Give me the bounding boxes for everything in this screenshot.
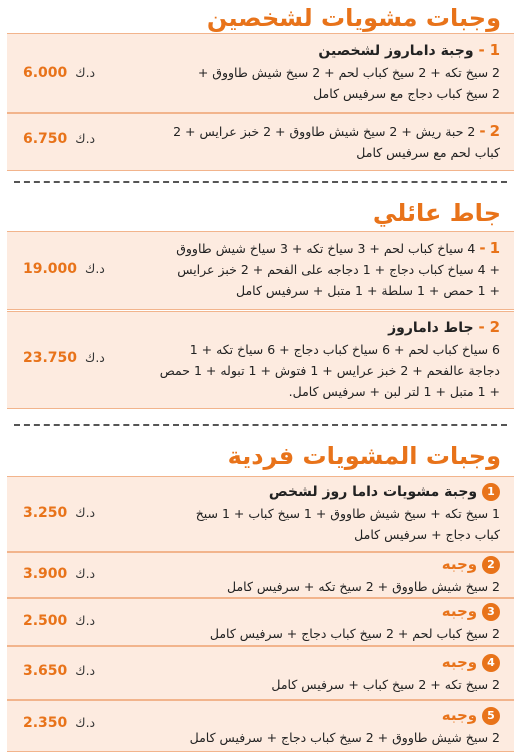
item-price: د.ك 3.900: [23, 566, 96, 582]
item-description-line: 2 سيخ كباب دجاج مع سرفيس كامل: [313, 86, 500, 101]
item-name: وجبه: [441, 706, 478, 724]
menu-item: [7, 231, 514, 310]
menu-item: [7, 700, 514, 752]
item-description-line: 2 سيخ تكه + 2 سيخ كباب لحم + 2 سيخ شيش طاووق +: [197, 65, 500, 80]
item-price: د.ك 2.500: [23, 613, 96, 629]
item-description-line: 2 - 2 حبة ريش + 2 سيخ شيش طاووق + 2 خبز عرايس + 2: [173, 122, 500, 140]
item-description-line: 1 سيخ تكه + سيخ شيش طاووق + 1 سيخ كباب + 1 سيخ: [195, 506, 500, 521]
item-description-line: 2 سيخ شيش طاووق + 2 سيخ تكه + سرفيس كامل: [227, 579, 500, 594]
item-number-badge: 5: [482, 707, 500, 725]
menu-item: [7, 33, 514, 113]
menu-item: [7, 113, 514, 171]
item-number: 1: [489, 41, 500, 59]
section-title-individual: وجبات المشويات فردية: [227, 442, 501, 470]
item-name: جاط داماروز: [388, 320, 474, 336]
item-name: وجبه: [441, 555, 478, 573]
item-name: وجبة مشويات داما روز لشخص: [268, 484, 478, 500]
menu-item: [7, 476, 514, 552]
menu-item: [7, 311, 514, 409]
item-description-line: 2 سيخ كباب لحم + 2 سيخ كباب دجاج + سرفيس كامل: [209, 626, 500, 641]
item-heading: [117, 705, 500, 727]
item-heading: 1 - وجبة داماروز لشخصين: [318, 41, 500, 59]
item-name: وجبه: [441, 653, 478, 671]
item-number-badge: 4: [482, 654, 500, 672]
item-price: د.ك 23.750: [23, 350, 105, 366]
item-description-line: دجاجة عالفحم + 2 خبز عرايس + 1 فتوش + 1 تبوله + 1 حمص: [159, 363, 500, 378]
item-number: 1: [489, 239, 500, 257]
item-description-line: 2 سيخ تكه + 2 سيخ كباب + سرفيس كامل: [271, 677, 500, 692]
item-number-badge: 1: [482, 483, 500, 501]
item-heading: [117, 601, 500, 623]
section-divider: [14, 181, 507, 183]
item-description-line: + 4 سياخ كباب دجاج + 1 دجاجه على الفحم + 2 خبز عرايس: [177, 262, 500, 277]
section-title-family-platter: جاط عائلي: [372, 199, 501, 227]
item-description-line: كباب لحم مع سرفيس كامل: [356, 145, 500, 160]
menu-item: [7, 646, 514, 700]
item-price: د.ك 6.750: [23, 131, 96, 147]
item-price: د.ك 6.000: [23, 65, 96, 81]
section-title-two-person: وجبات مشويات لشخصين: [206, 4, 501, 32]
menu-item: [7, 552, 514, 598]
item-name: وجبة داماروز لشخصين: [318, 43, 474, 59]
item-heading: [117, 554, 500, 576]
item-number: 2: [489, 122, 500, 140]
item-description-line: 2 سيخ شيش طاووق + 2 سيخ كباب دجاج + سرفيس كامل: [189, 730, 500, 745]
item-price: د.ك 2.350: [23, 715, 96, 731]
section-divider: [14, 424, 507, 426]
item-heading: [117, 652, 500, 674]
item-description-line: كباب دجاج + سرفيس كامل: [354, 527, 500, 542]
item-heading: [117, 482, 500, 503]
item-description-line: + 1 حمص + 1 سلطة + 1 متبل + سرفيس كامل: [235, 283, 500, 298]
item-price: د.ك 3.250: [23, 505, 96, 521]
menu-item: [7, 598, 514, 646]
item-price: د.ك 3.650: [23, 663, 96, 679]
item-description-line: 6 سياخ كباب لحم + 6 سياخ كباب دجاج + 6 سياخ تكه + 1: [189, 342, 500, 357]
item-number-badge: 3: [482, 603, 500, 621]
item-description-line: 1 - 4 سياخ كباب لحم + 3 سياخ تكه + 3 سياخ شيش طاووق: [176, 239, 500, 257]
item-number-badge: 2: [482, 556, 500, 574]
item-price: د.ك 19.000: [23, 261, 105, 277]
item-description-line: + 1 متبل + 1 لتر لبن + سرفيس كامل.: [288, 384, 500, 399]
item-heading: 2 - جاط داماروز: [388, 318, 500, 336]
item-number: 2: [489, 318, 500, 336]
item-name: وجبه: [441, 602, 478, 620]
